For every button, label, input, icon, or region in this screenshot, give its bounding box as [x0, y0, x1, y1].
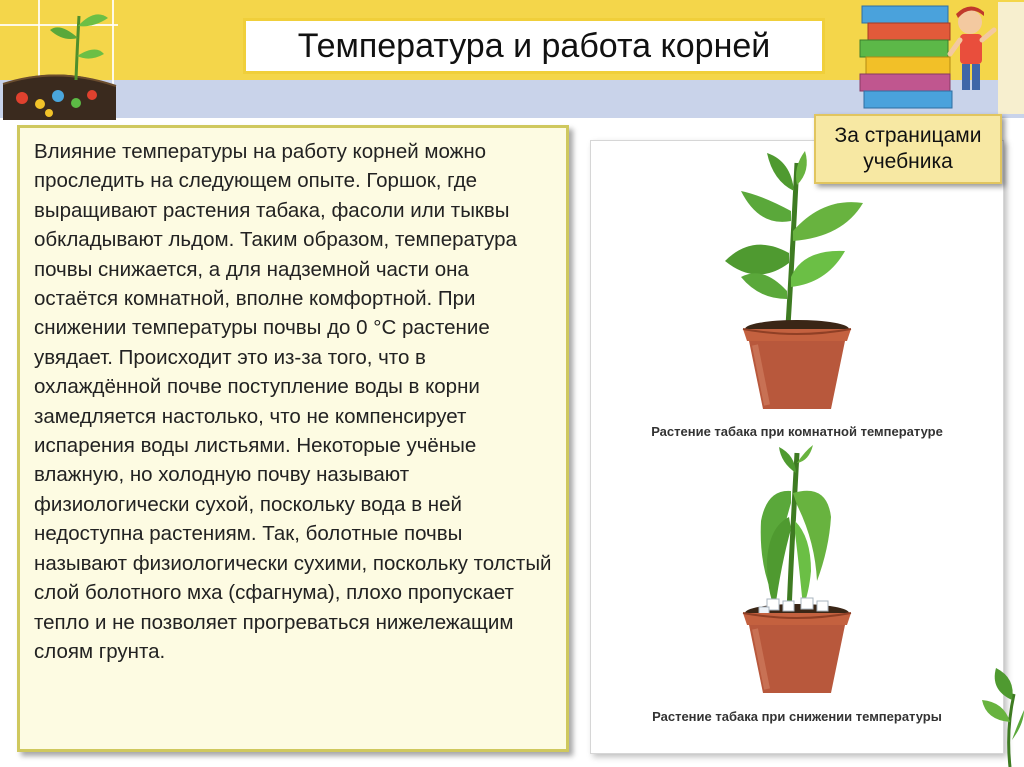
figure-caption-bottom: Растение табака при снижении температуры	[652, 709, 942, 724]
title-box	[243, 18, 825, 74]
healthy-plant-illustration	[591, 141, 1003, 431]
slide-title: Температура и работа корней	[297, 26, 771, 65]
books-kid-icon	[858, 2, 1024, 114]
wilted-plant-illustration	[591, 441, 1003, 716]
corner-plant-icon	[980, 660, 1024, 767]
sprout-logo-icon	[0, 0, 120, 120]
figure-caption-top: Растение табака при комнатной температуре	[651, 424, 943, 439]
badge-line-2: учебника	[863, 150, 953, 173]
extra-info-badge	[814, 114, 1002, 184]
text-box	[17, 125, 569, 752]
figure-panel	[590, 140, 1004, 754]
badge-line-1: За страницами	[834, 124, 982, 147]
body-paragraph: Влияние температуры на работу корней можно проследить на следующем опыте. Горшок, где выращивают растения табака, фасоли или тыквы обкладывают льдом. Таким образом, температура почвы снижается, а для надземной части она остаётся комнатной, вполне комфортной. При снижении температуры почвы до 0 °С растение увядает. Происходит это из-за того, что в охлаждённой почве поступление воды в корни замедляется настолько, что не компенсирует испарения воды листьями. Некоторые учёные влажную, но холодную почву называют физиологически сухой, поскольку вода в ней недоступна растениям. Так, болотные почвы называют физиологически сухими, поскольку толстый слой болотного мха (сфагнума), плохо пропускает тепло и не позволяет прогреваться нижележащим слоям грунта.	[34, 140, 552, 663]
